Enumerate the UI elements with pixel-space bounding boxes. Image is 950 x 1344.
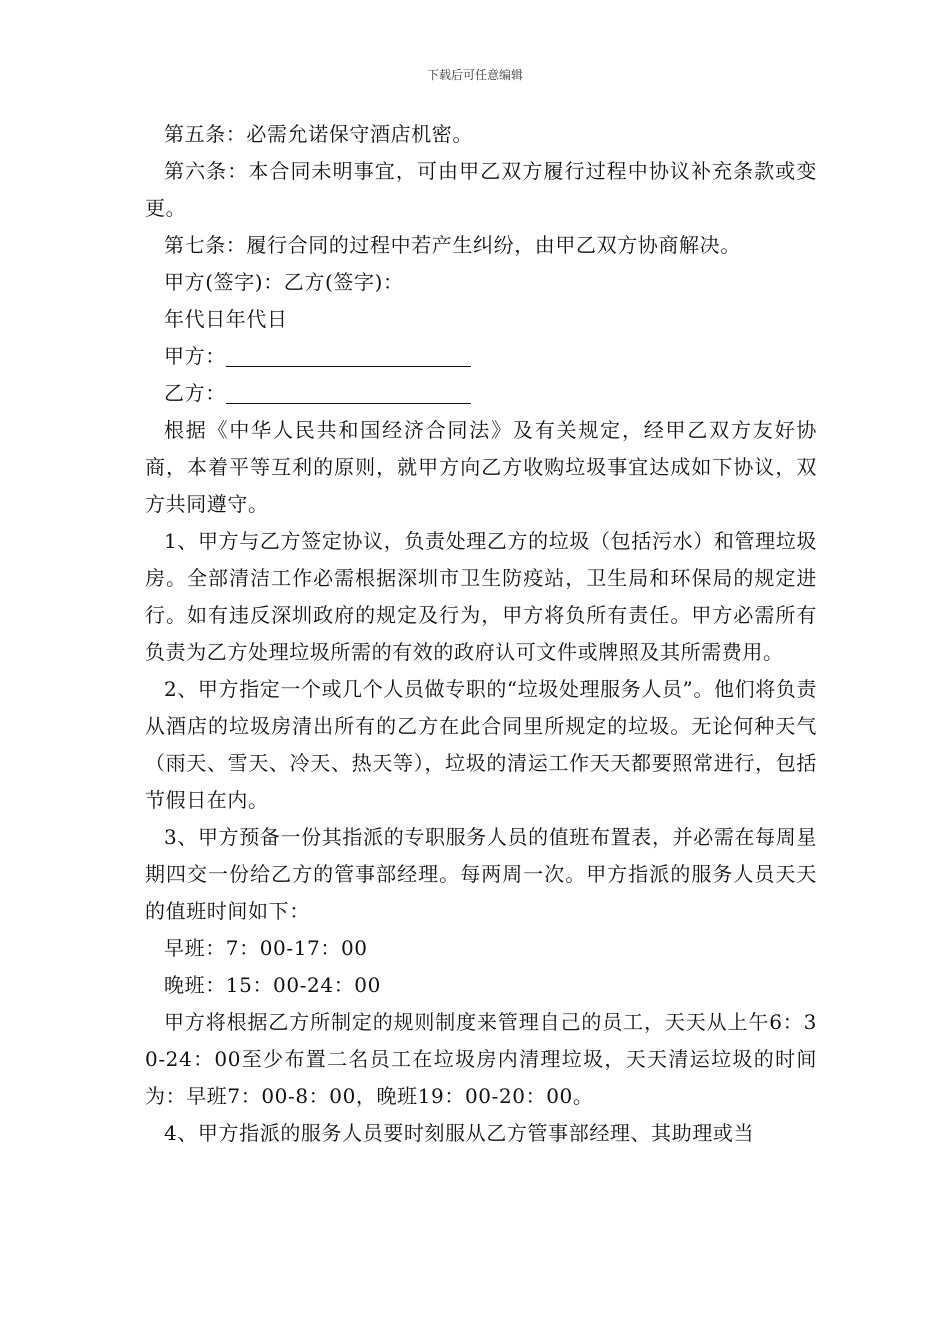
party-b-blank: [226, 379, 471, 404]
evening-shift: 晚班：15：00-24：00: [164, 973, 381, 997]
article-3: 3、甲方预备一份其指派的专职服务人员的值班布置表，并必需在每周星期四交一份给乙方的管事部经理。每两周一次。甲方指派的服务人员天天的值班时间如下：: [145, 825, 817, 923]
party-a-label: 甲方：: [164, 344, 226, 368]
party-b-field: [145, 375, 817, 412]
morning-shift: 早班：7：00-17：00: [164, 936, 368, 960]
clause-7: 第七条：履行合同的过程中若产生纠纷，由甲乙双方协商解决。: [164, 233, 741, 257]
staff-management: 甲方将根据乙方所制定的规则制度来管理自己的员工，天天从上午6：30-24：00至少布置二名员工在垃圾房内清理垃圾，天天清运垃圾的时间为：早班7：00-8：00，晚班19：00-20：00。: [145, 1010, 817, 1108]
clause-6: 第六条：本合同未明事宜，可由甲乙双方履行过程中协议补充条款或变更。: [145, 159, 817, 220]
article-2: 2、甲方指定一个或几个人员做专职的“垃圾处理服务人员”。他们将负责从酒店的垃圾房清出所有的乙方在此合同里所规定的垃圾。无论何种天气（雨天、雪天、冷天、热天等），垃圾的清运工作天天都要照常进行，包括节假日在内。: [145, 677, 817, 812]
party-a-field: [145, 338, 817, 375]
article-1: 1、甲方与乙方签定协议，负责处理乙方的垃圾（包括污水）和管理垃圾房。全部清洁工作必需根据深圳市卫生防疫站，卫生局和环保局的规定进行。如有违反深圳政府的规定及行为，甲方将负所有责任。甲方必需所有负责为乙方处理垃圾所需的有效的政府认可文件或牌照及其所需费用。: [145, 529, 817, 664]
party-b-label: 乙方：: [164, 381, 226, 405]
article-4: 4、甲方指派的服务人员要时刻服从乙方管事部经理、其助理或当: [164, 1121, 755, 1145]
signature-line: 甲方(签字)：乙方(签字)：: [164, 270, 404, 294]
party-a-blank: [226, 342, 471, 367]
date-line: 年代日年代日: [164, 307, 288, 331]
document-body: [145, 116, 817, 1152]
page-header: 下载后可任意编辑: [426, 68, 523, 82]
clause-5: 第五条：必需允诺保守酒店机密。: [164, 122, 473, 146]
preamble: 根据《中华人民共和国经济合同法》及有关规定，经甲乙双方友好协商，本着平等互利的原则，就甲方向乙方收购垃圾事宜达成如下协议，双方共同遵守。: [145, 418, 817, 516]
